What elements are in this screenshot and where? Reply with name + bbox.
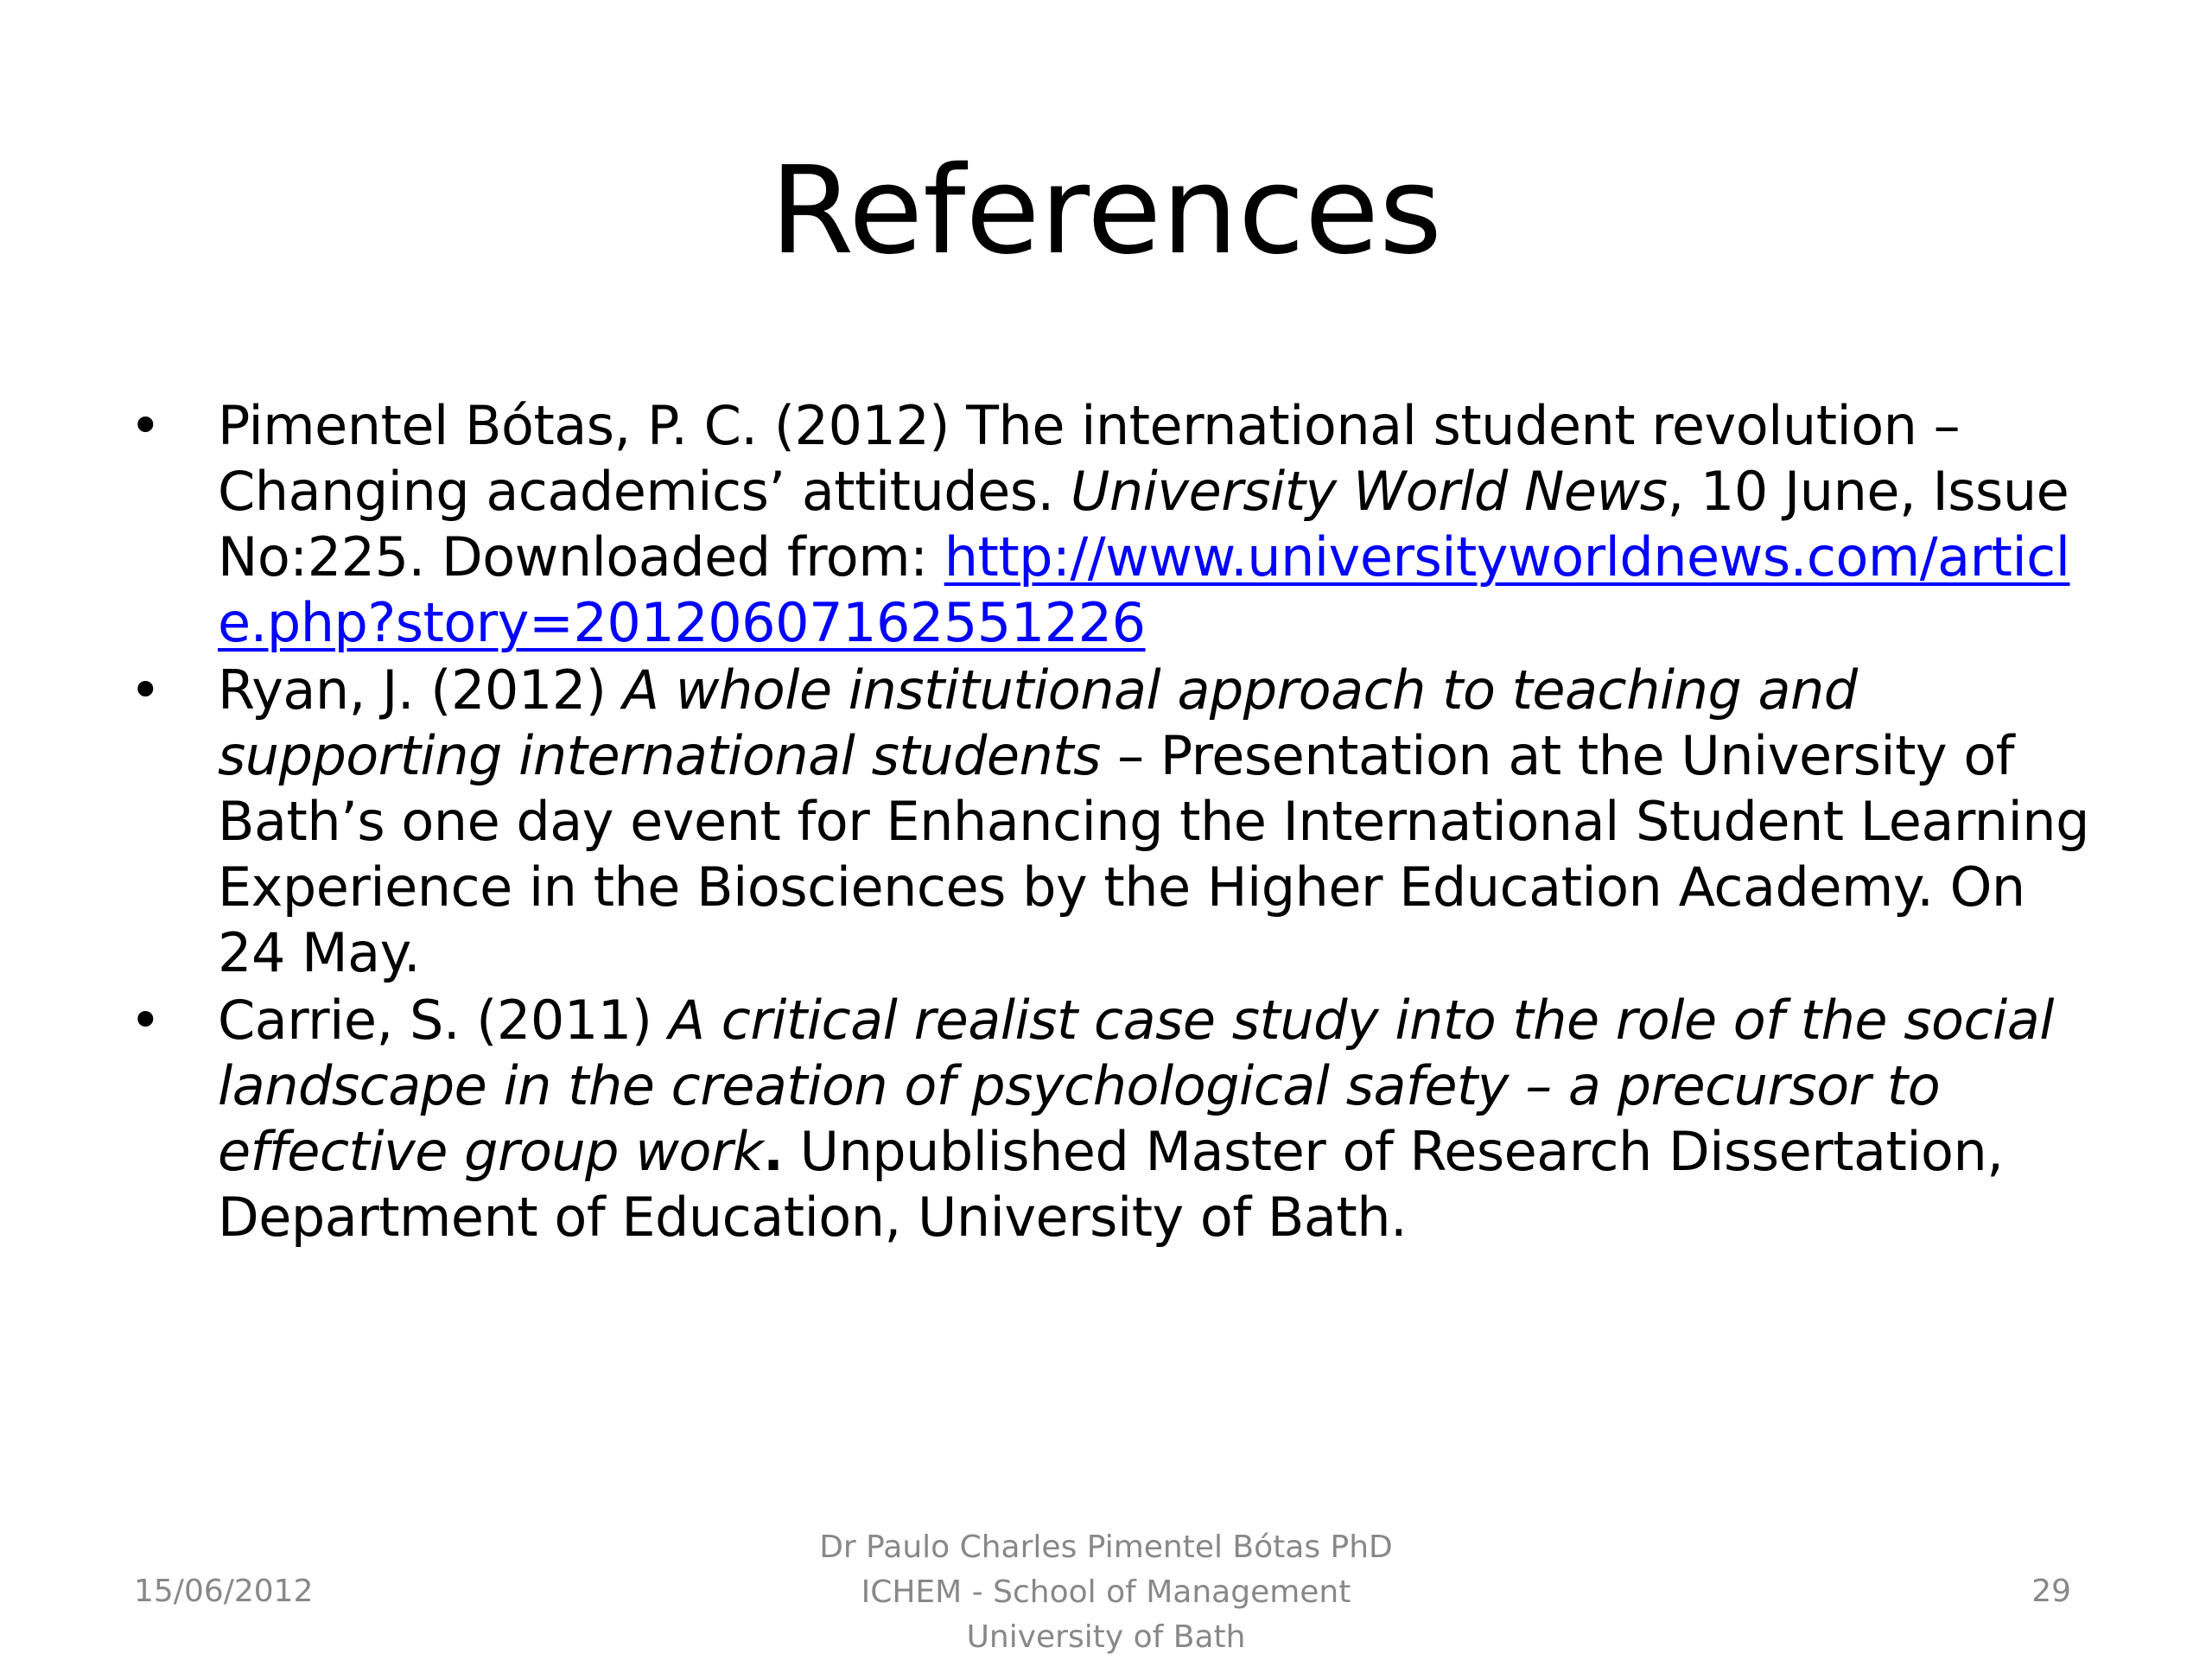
reference-link[interactable]: http://www.universityworldnews.com/article.php?story=20120607162551226 [218,525,2070,654]
reference-text: , 10 June, Issue No:225. Downloaded from: [218,460,2069,588]
reference-text: – Presentation at the University of Bath’s one day event for Enhancing the International Student Learning Experience in the Biosciences by the Higher Education Academy. On 24 May. [218,724,2089,984]
reference-punctuation: . [763,1120,784,1183]
reference-text: Unpublished Master of Research Dissertation, Department of Education, University of Bath. [218,1120,2004,1249]
reference-publication: University World News [1070,460,1668,523]
reference-title: A whole institutional approach to teaching and supporting international students [218,658,1858,787]
footer-university: University of Bath [966,1619,1246,1655]
footer-author [760,1525,1452,1660]
bullet-icon: • [130,658,162,722]
slide-number: 29 [2031,1574,2071,1609]
reference-text: Ryan, J. (2012) [218,658,623,722]
slide-title: References [770,141,1442,282]
reference-item-carrie [121,988,2108,1250]
bullet-icon: • [130,989,162,1052]
reference-title: A critical realist case study into the role of the social landscape in the creation of psychological safety – a precursor to effective group work [218,989,2054,1183]
reference-item-ryan [121,658,2108,986]
reference-text: Pimentel Bótas, P. C. (2012) The international student revolution – Changing academics’ attitudes. [218,394,1961,523]
footer-author-name: Dr Paulo Charles Pimentel Bótas PhD [819,1530,1393,1565]
references-list [121,393,2108,1252]
reference-text: Carrie, S. (2011) [218,989,669,1052]
footer-department: ICHEM - School of Management [861,1574,1351,1610]
bullet-icon: • [130,394,162,457]
footer-date: 15/06/2012 [134,1574,314,1609]
reference-item-botas [121,393,2108,656]
